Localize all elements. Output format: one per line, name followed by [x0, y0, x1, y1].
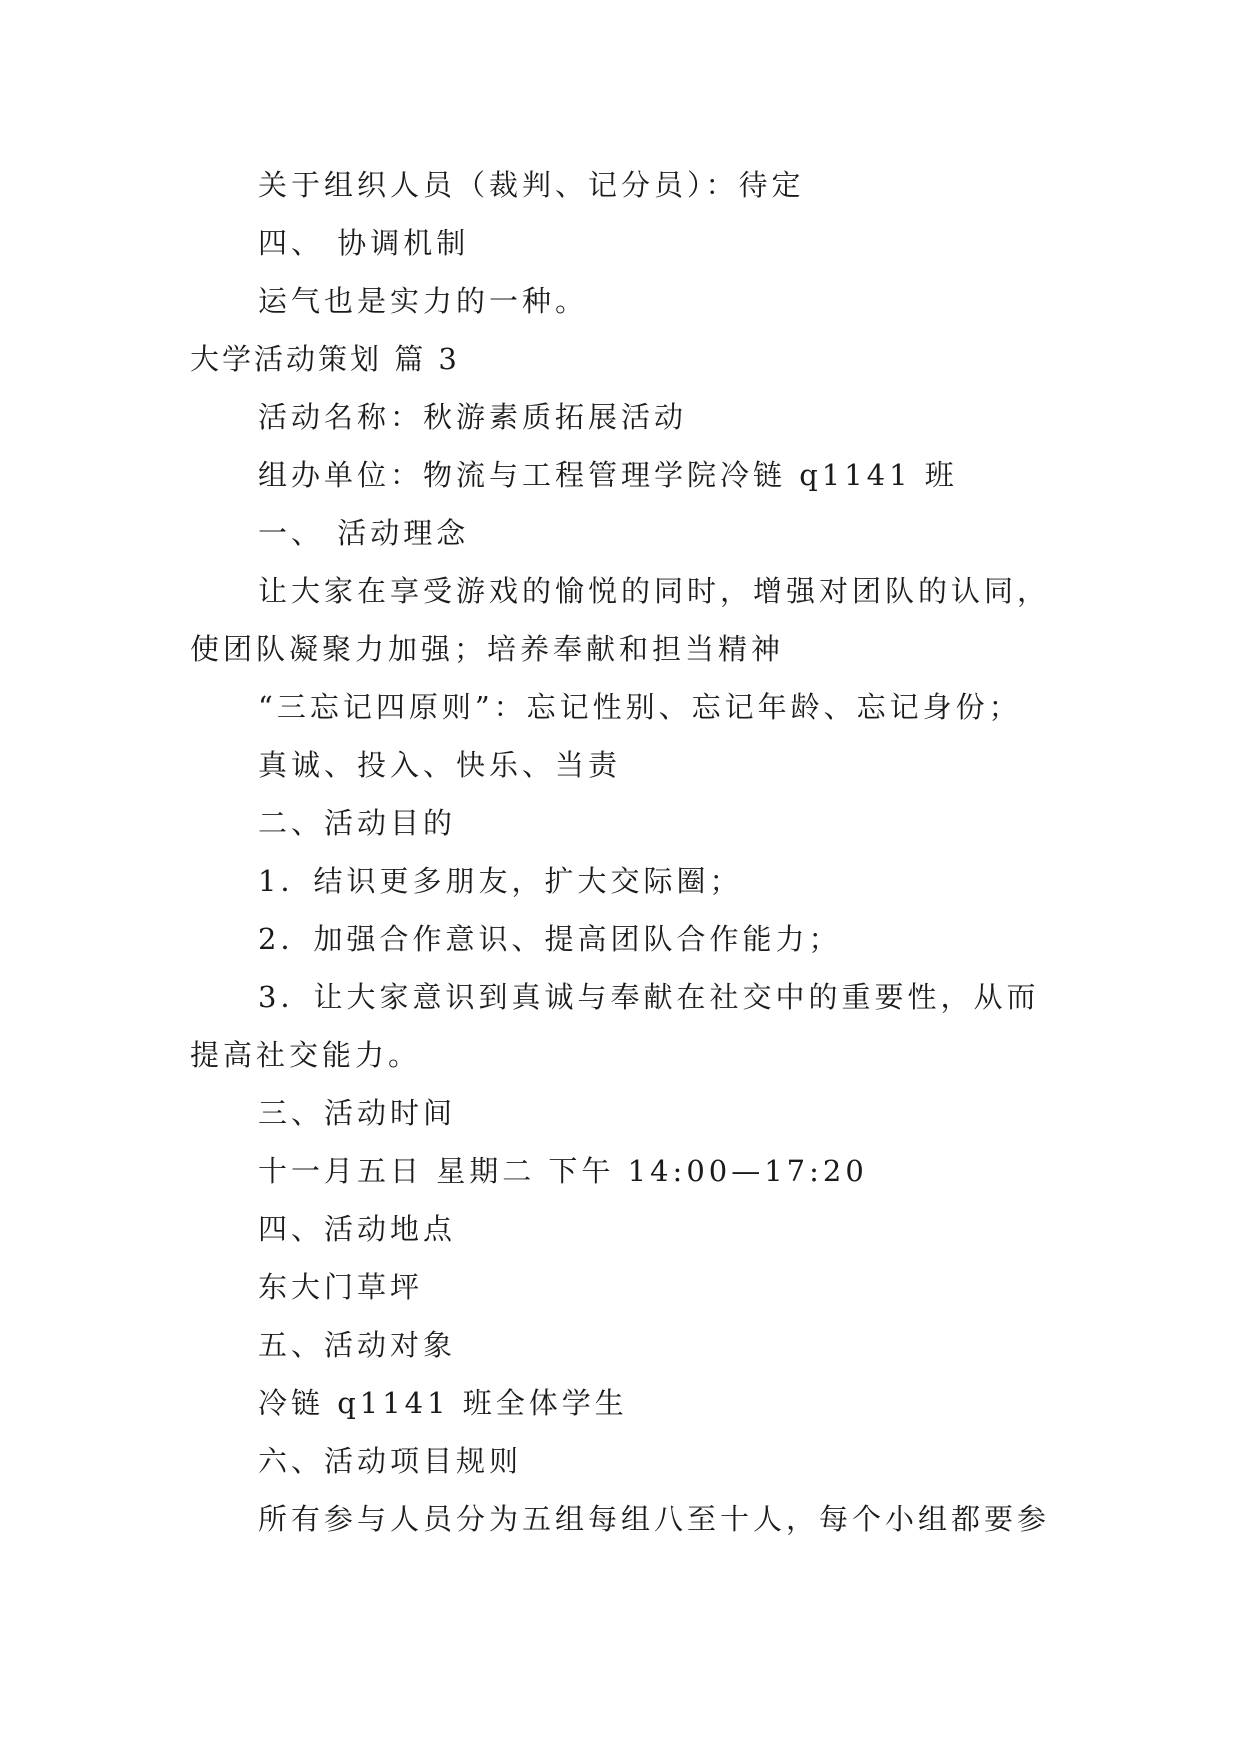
list-item-purpose-3-line-2: 提高社交能力。	[190, 1038, 422, 1072]
paragraph-values: 真诚、投入、快乐、当责	[258, 748, 622, 782]
paragraph-organizers: 关于组织人员（裁判、记分员）：待定	[258, 168, 805, 202]
list-item-purpose-2: 2．加强合作意识、提高团队合作能力；	[258, 922, 842, 956]
heading-activity-purpose: 二、活动目的	[258, 806, 457, 840]
heading-activity-concept: 一、 活动理念	[258, 516, 470, 550]
paragraph-concept-line-2: 使团队凝聚力加强；培养奉献和担当精神	[190, 632, 785, 666]
heading-coordination: 四、 协调机制	[258, 226, 470, 260]
heading-activity-time: 三、活动时间	[258, 1096, 457, 1130]
paragraph-activity-participants: 冷链 q1141 班全体学生	[258, 1386, 628, 1420]
paragraph-activity-rules: 所有参与人员分为五组每组八至十人，每个小组都要参	[258, 1502, 1051, 1536]
paragraph-activity-time: 十一月五日 星期二 下午 14:00—17:20	[258, 1154, 868, 1188]
paragraph-activity-location: 东大门草坪	[258, 1270, 424, 1304]
list-item-purpose-1: 1．结识更多朋友，扩大交际圈；	[258, 864, 743, 898]
heading-activity-participants: 五、活动对象	[258, 1328, 457, 1362]
paragraph-activity-name: 活动名称：秋游素质拓展活动	[258, 400, 688, 434]
section-title: 大学活动策划 篇 3	[190, 342, 460, 376]
document-page	[0, 156, 1241, 1548]
list-item-purpose-3-line-1: 3．让大家意识到真诚与奉献在社交中的重要性，从而	[258, 980, 1040, 1014]
paragraph-concept-line-1: 让大家在享受游戏的愉悦的同时，增强对团队的认同，	[258, 574, 1051, 608]
heading-activity-rules: 六、活动项目规则	[258, 1444, 523, 1478]
paragraph-luck: 运气也是实力的一种。	[258, 284, 589, 318]
heading-activity-location: 四、活动地点	[258, 1212, 457, 1246]
paragraph-organizer-unit: 组办单位：物流与工程管理学院冷链 q1141 班	[258, 458, 958, 492]
paragraph-principles: “三忘记四原则”：忘记性别、忘记年龄、忘记身份；	[258, 690, 1022, 724]
